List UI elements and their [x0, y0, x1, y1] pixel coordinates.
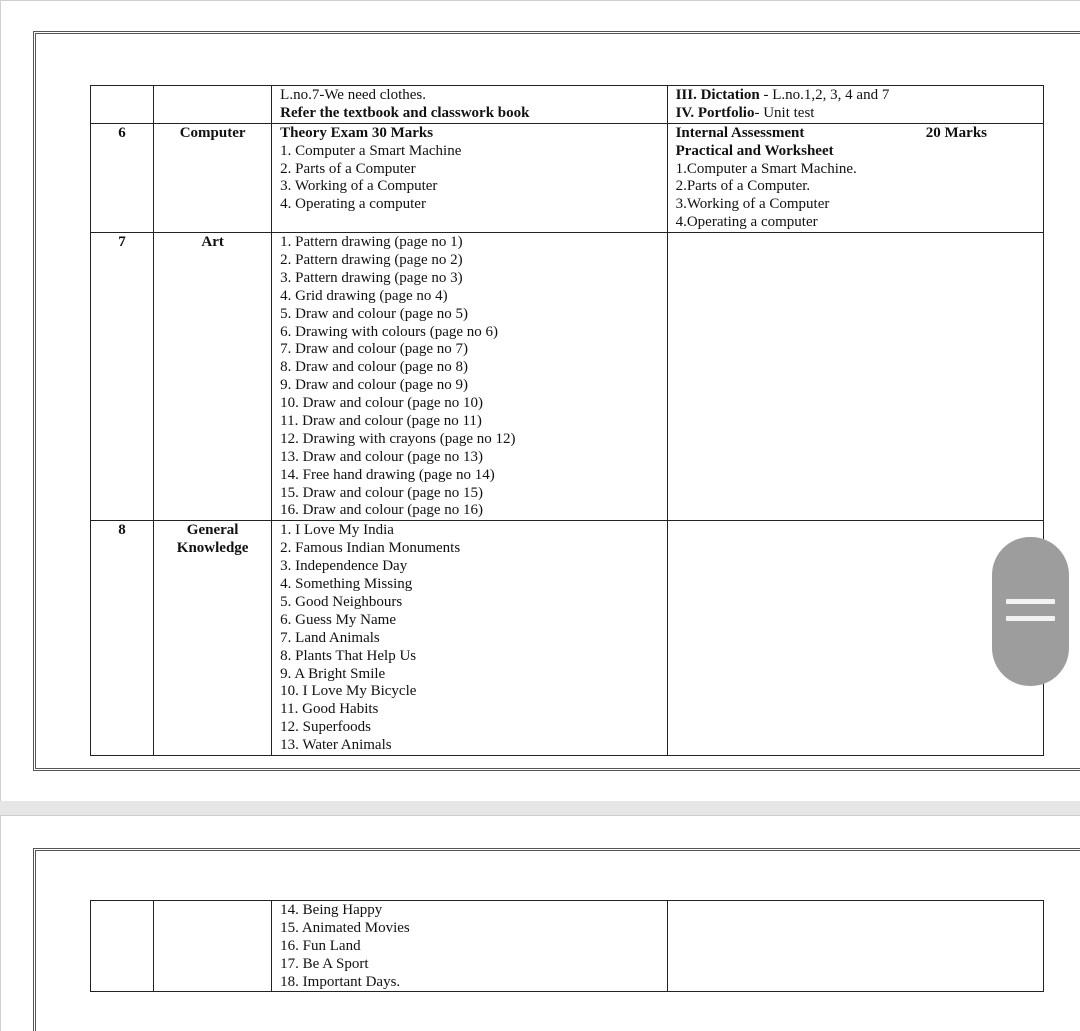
theory-heading: Theory Exam 30 Marks: [280, 124, 434, 141]
list-item: 15. Animated Movies: [280, 919, 410, 936]
list-item: 3. Pattern drawing (page no 3): [280, 269, 463, 286]
list-item: 16. Fun Land: [280, 937, 361, 954]
marks-label: 20 Marks: [925, 124, 987, 141]
assessment-line: IV. Portfolio- Unit test: [675, 104, 815, 121]
list-item: 14. Free hand drawing (page no 14): [280, 466, 495, 483]
syllabus-table: [90, 900, 1044, 992]
list-item: 13. Water Animals: [280, 737, 392, 754]
lesson-line: L.no.7-We need clothes.: [280, 87, 426, 103]
list-item: 9. Draw and colour (page no 9): [280, 377, 469, 394]
content-cell: [272, 86, 667, 124]
list-item: 14. Being Happy: [280, 902, 383, 918]
subject-cell: General Knowledge: [154, 521, 272, 756]
list-item: 1. Computer a Smart Machine: [280, 142, 462, 159]
sno-cell: 6: [91, 123, 154, 232]
internal-assessment-heading: Internal Assessment 20 Marks: [675, 124, 987, 141]
assessment-cell: [667, 233, 1043, 521]
list-item: 11. Draw and colour (page no 11): [280, 413, 482, 430]
content-cell: [272, 123, 667, 232]
sno-cell: 8: [91, 521, 154, 756]
assessment-cell: [667, 86, 1043, 124]
content-cell: [272, 521, 667, 756]
list-item: 2. Famous Indian Monuments: [280, 540, 461, 557]
sno-cell: 7: [91, 233, 154, 521]
list-item: 3.Working of a Computer: [675, 196, 830, 213]
list-item: 10. I Love My Bicycle: [280, 683, 417, 700]
sno-cell: [91, 86, 154, 124]
list-item: 1. I Love My India: [280, 522, 394, 539]
list-item: 3. Working of a Computer: [280, 178, 438, 195]
table-row: [91, 86, 1044, 124]
subject-cell: Art: [154, 233, 272, 521]
list-item: 12. Superfoods: [280, 719, 371, 736]
list-item: 4.Operating a computer: [675, 214, 818, 231]
list-item: 11. Good Habits: [280, 701, 379, 718]
list-item: 1.Computer a Smart Machine.: [675, 160, 857, 177]
list-item: 2. Parts of a Computer: [280, 160, 416, 177]
list-item: 10. Draw and colour (page no 10): [280, 395, 484, 412]
table-row: [91, 901, 1044, 992]
refer-note: Refer the textbook and classwork book: [280, 104, 530, 121]
practical-heading: Practical and Worksheet: [675, 142, 834, 159]
list-item: 16. Draw and colour (page no 16): [280, 502, 484, 519]
list-item: 18. Important Days.: [280, 973, 401, 990]
list-item: 15. Draw and colour (page no 15): [280, 484, 484, 501]
assessment-cell: [667, 123, 1043, 232]
assessment-line: III. Dictation - L.no.1,2, 3, 4 and 7: [675, 87, 890, 103]
table-row: [91, 233, 1044, 521]
list-item: 4. Operating a computer: [280, 196, 426, 213]
document-page-2: [0, 815, 1080, 1031]
list-item: 2. Pattern drawing (page no 2): [280, 252, 463, 269]
list-item: 17. Be A Sport: [280, 955, 369, 972]
list-item: 9. A Bright Smile: [280, 665, 386, 682]
list-item: 4. Grid drawing (page no 4): [280, 287, 448, 304]
sno-cell: [91, 901, 154, 992]
list-item: 8. Draw and colour (page no 8): [280, 359, 469, 376]
list-item: 5. Draw and colour (page no 5): [280, 305, 469, 322]
subject-cell: Computer: [154, 123, 272, 232]
assessment-cell: [667, 521, 1043, 756]
subject-cell: [154, 901, 272, 992]
content-cell: [272, 901, 667, 992]
list-item: 12. Drawing with crayons (page no 12): [280, 430, 516, 447]
table-row: [91, 521, 1044, 756]
list-item: 5. Good Neighbours: [280, 593, 403, 610]
syllabus-table: [90, 85, 1044, 756]
list-item: 6. Guess My Name: [280, 611, 396, 628]
list-item: 13. Draw and colour (page no 13): [280, 448, 484, 465]
scroll-handle[interactable]: [992, 537, 1069, 686]
list-item: 7. Land Animals: [280, 629, 380, 646]
list-item: 2.Parts of a Computer.: [675, 178, 811, 195]
assessment-cell: [667, 901, 1043, 992]
list-item: 7. Draw and colour (page no 7): [280, 341, 469, 358]
list-item: 4. Something Missing: [280, 576, 413, 593]
list-item: 8. Plants That Help Us: [280, 647, 417, 664]
list-item: 1. Pattern drawing (page no 1): [280, 234, 463, 251]
list-item: 3. Independence Day: [280, 558, 408, 575]
list-item: 6. Drawing with colours (page no 6): [280, 323, 499, 340]
content-cell: [272, 233, 667, 521]
table-row: [91, 123, 1044, 232]
subject-cell: [154, 86, 272, 124]
